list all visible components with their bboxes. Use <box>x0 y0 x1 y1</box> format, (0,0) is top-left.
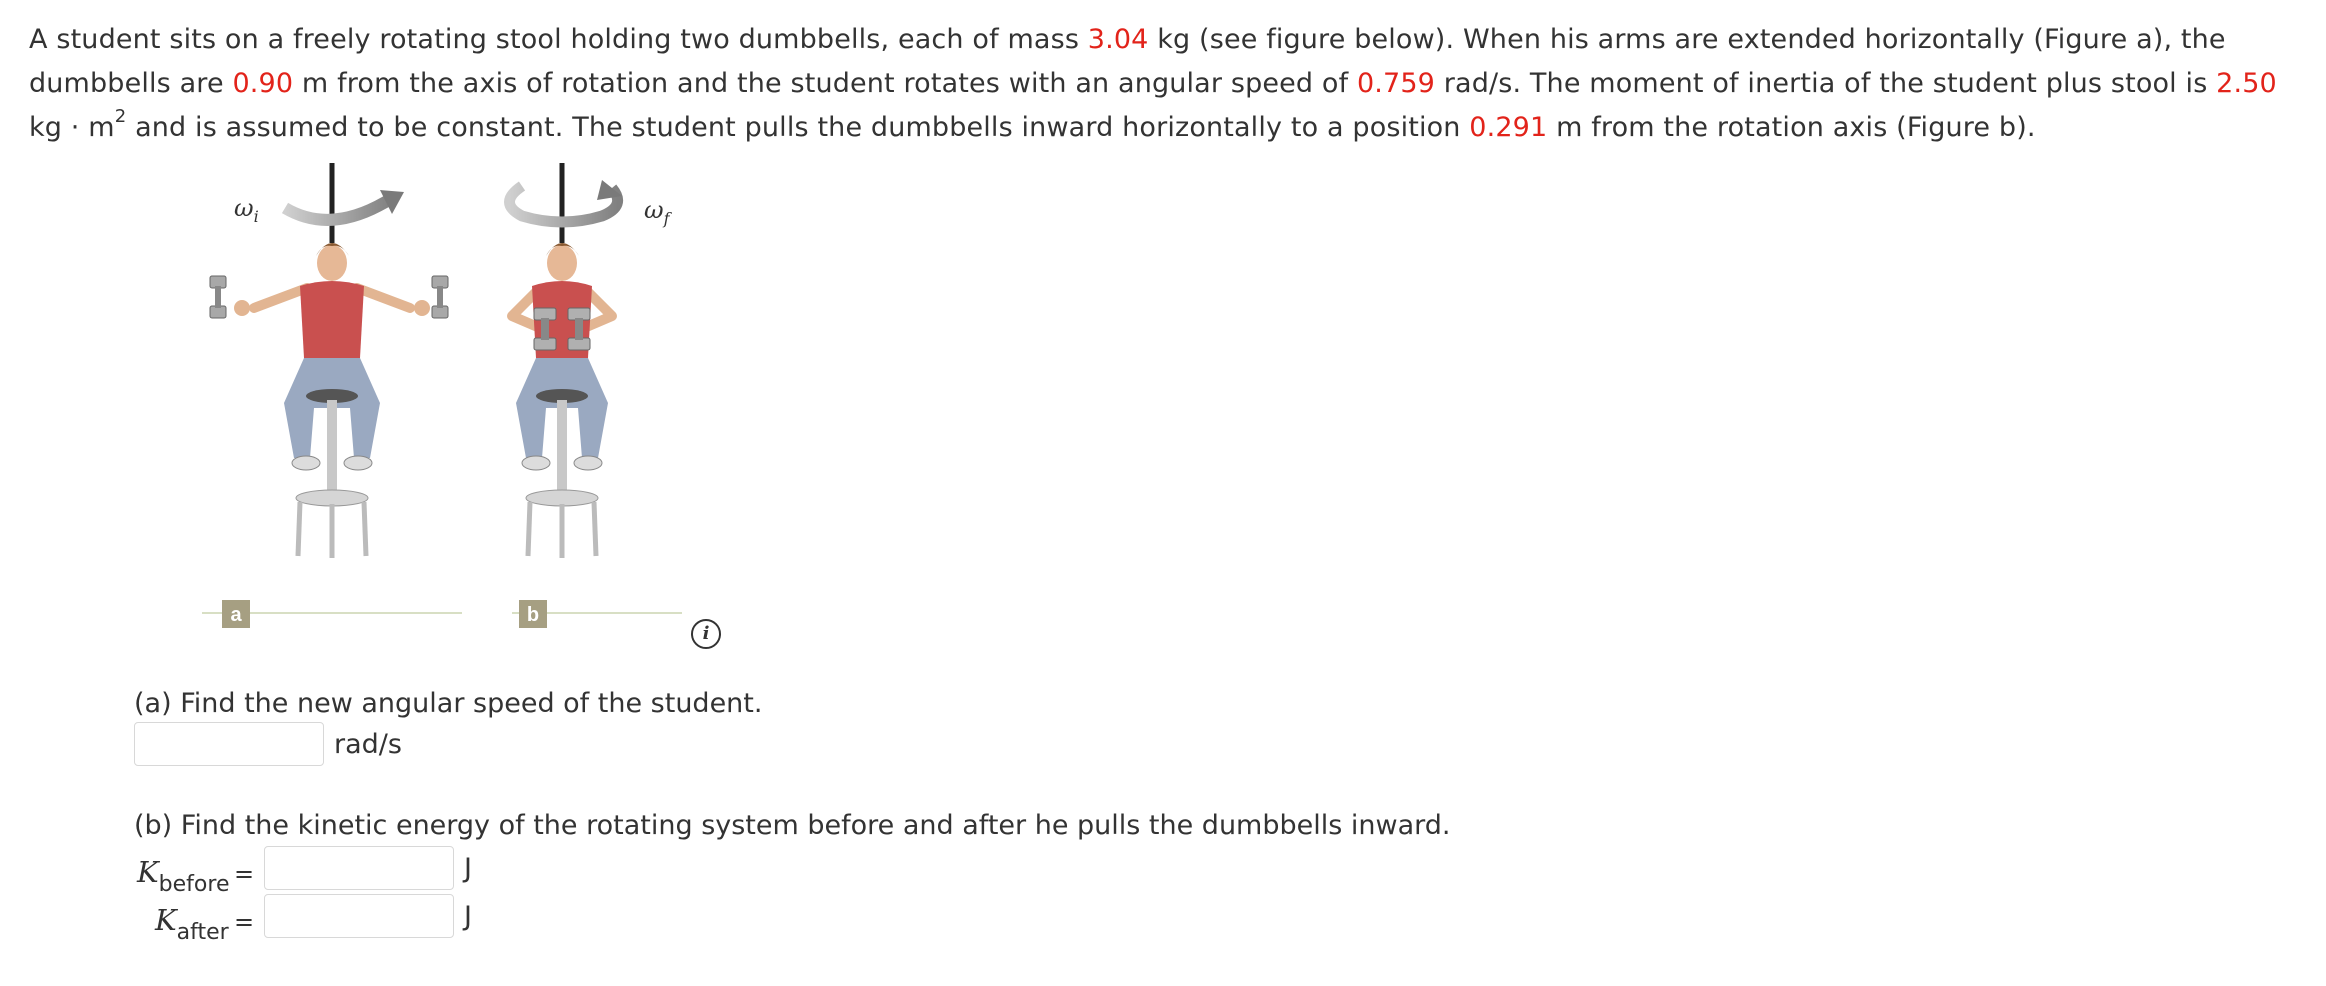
equals-sign: = <box>234 860 255 888</box>
stool-ring-a <box>296 490 368 506</box>
panel-a-figure <box>202 163 462 628</box>
panel-b-label: b <box>526 604 540 626</box>
info-icon[interactable]: i <box>691 619 721 649</box>
rotation-arrow-a <box>285 198 392 220</box>
head-a <box>317 245 347 281</box>
stool-post-b <box>557 400 567 490</box>
head-b <box>547 245 577 281</box>
k-after-unit: J <box>464 901 472 932</box>
problem-statement <box>29 18 2299 150</box>
equals-sign: = <box>234 908 255 936</box>
shoe-right-a <box>344 456 372 470</box>
mass-value: 3.04 <box>1087 24 1149 55</box>
problem-text: A student sits on a freely rotating stool holding two dumbbells, each of mass <box>29 24 1088 55</box>
k-after-label: $K_{after}$ <box>155 903 229 945</box>
stool-ring-b <box>526 490 598 506</box>
part-b-question: (b) Find the kinetic energy of the rotating system before and after he pulls the dumbbells inward. <box>134 810 1451 841</box>
dumbbell-left-a <box>210 276 226 318</box>
k-before-unit: J <box>464 853 472 884</box>
initial-angular-speed-value: 0.759 <box>1356 68 1436 99</box>
omega-f-label: $\omega_f$ <box>644 196 670 228</box>
exponent: 2 <box>114 106 127 127</box>
problem-text: m from the rotation axis (Figure b). <box>1547 112 2036 143</box>
problem-text: kg (see figure below). When his arms are extended horizontally (Figure a), the dumbbells are <box>29 24 2226 99</box>
k-before-answer-input[interactable] <box>264 846 454 890</box>
final-distance-value: 0.291 <box>1469 112 1548 143</box>
angular-speed-answer-input[interactable] <box>134 722 324 766</box>
problem-text: and is assumed to be constant. The student pulls the dumbbells inward horizontally to a position <box>126 112 1470 143</box>
shoe-left-a <box>292 456 320 470</box>
student-stool-figure <box>182 158 692 646</box>
k-after-answer-input[interactable] <box>264 894 454 938</box>
shoe-right-b <box>574 456 602 470</box>
left-hand-a <box>234 300 250 316</box>
k-before-label: $K_{before}$ <box>137 855 230 897</box>
dumbbell-right-a <box>432 276 448 318</box>
stool-post-a <box>327 400 337 490</box>
problem-text: m from the axis of rotation and the student rotates with an angular speed of <box>293 68 1357 99</box>
problem-text: kg · m <box>29 112 115 143</box>
right-hand-a <box>414 300 430 316</box>
panel-a-label: a <box>230 604 242 626</box>
moment-of-inertia-value: 2.50 <box>2216 68 2277 99</box>
right-arm-a <box>357 288 410 308</box>
figure-drawing <box>182 158 692 646</box>
part-a-question: (a) Find the new angular speed of the student. <box>134 688 763 719</box>
problem-text: rad/s. The moment of inertia of the student plus stool is <box>1435 68 2217 99</box>
angular-speed-unit: rad/s <box>334 729 402 760</box>
panel-b-figure <box>510 163 683 628</box>
omega-i-label: $\omega_i$ <box>234 194 259 226</box>
shoe-left-b <box>522 456 550 470</box>
initial-distance-value: 0.90 <box>232 68 294 99</box>
shirt-a <box>300 281 364 362</box>
left-arm-a <box>254 288 307 308</box>
